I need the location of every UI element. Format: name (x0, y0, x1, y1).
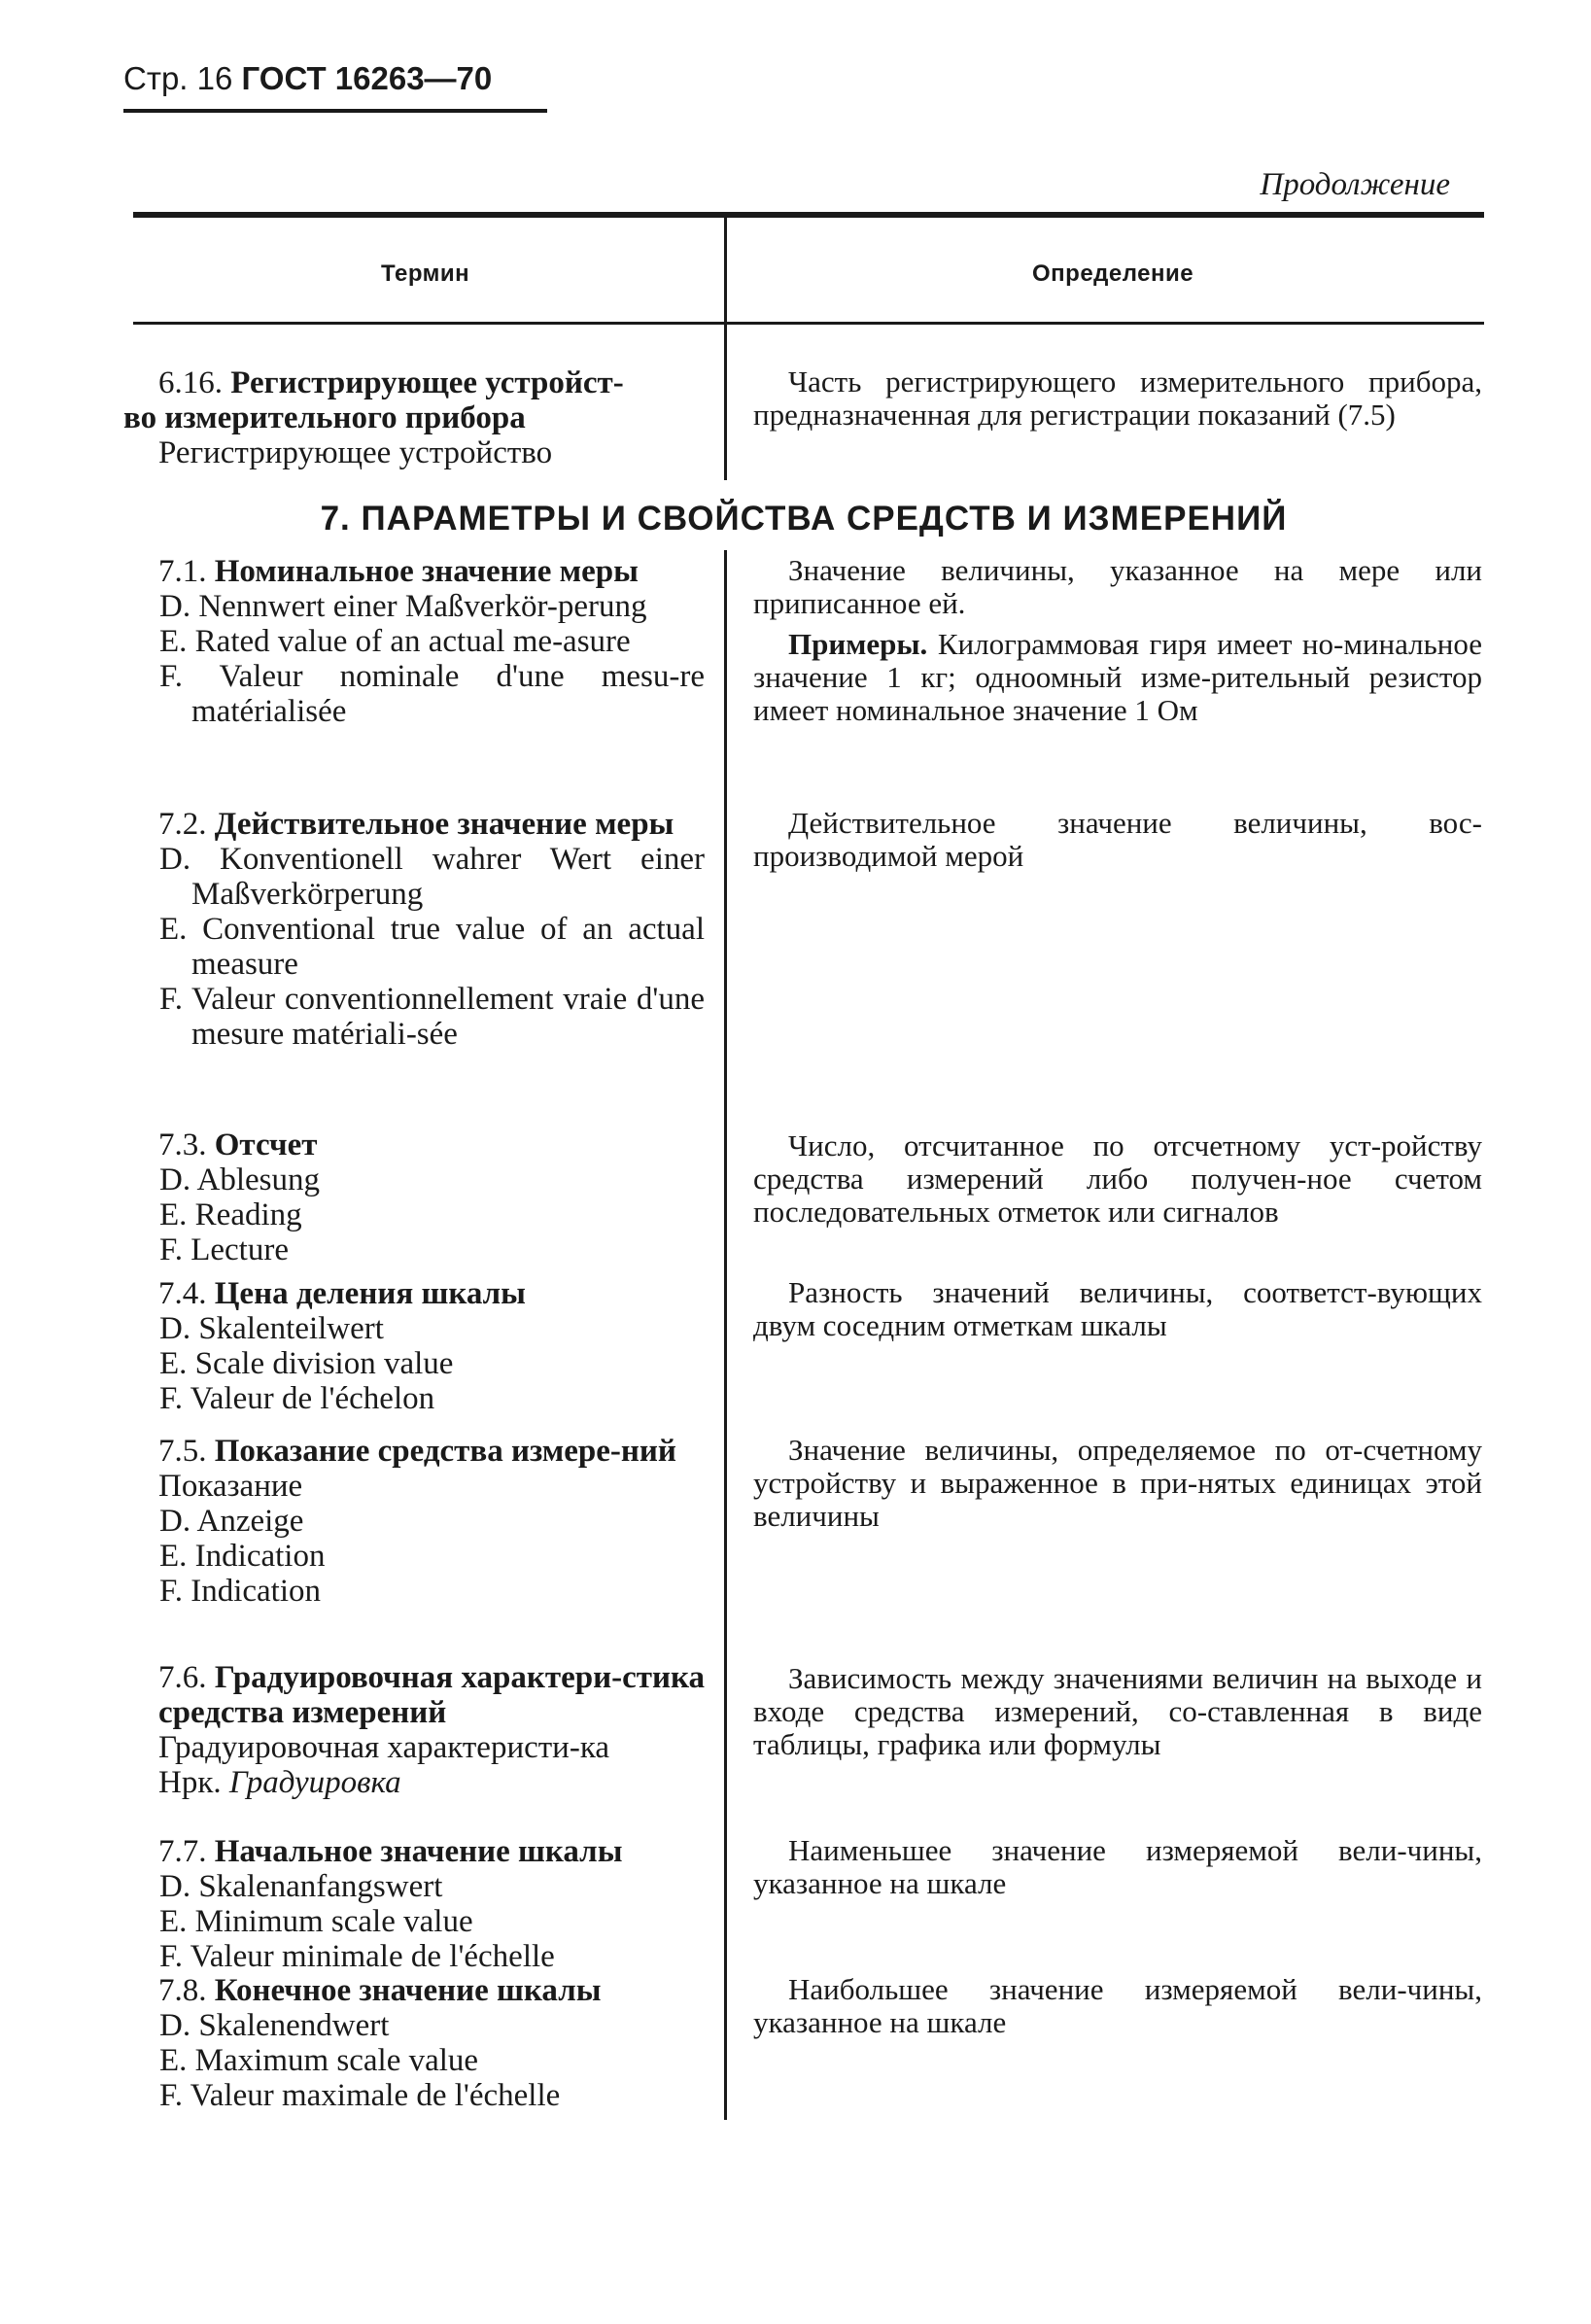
entry-number: 7.5. (158, 1434, 207, 1469)
page-number: Стр. 16 (123, 60, 233, 96)
entry-7-1-term (123, 554, 705, 729)
equivalent-en: E. Reading (159, 1197, 302, 1232)
column-divider-main (724, 550, 727, 2120)
term-name: Номинальное значение меры (214, 554, 639, 589)
definition-text: Число, отсчитанное по отсчетному уст-ройству средства измерений либо получен-ное счетом последовательных отметок или сигналов (753, 1128, 1482, 1229)
term-name: Градуировочная характери-стика средства измерений (158, 1660, 705, 1730)
equivalent-fr: F. Valeur conventionnellement vraie d'une mesure matériali-sée (159, 982, 705, 1052)
term-name: Цена деления шкалы (214, 1276, 526, 1311)
section-title: 7. ПАРАМЕТРЫ И СВОЙСТВА СРЕДСТВ И ИЗМЕРЕНИЙ (320, 500, 1288, 538)
equivalent-en: E. Scale division value (159, 1346, 454, 1381)
equivalent-en: E. Conventional true value of an actual measure (159, 912, 705, 982)
header-rule (123, 109, 547, 113)
entry-7-2-definition (753, 807, 1482, 873)
equivalent-fr: F. Lecture (159, 1232, 289, 1267)
column-divider-top (724, 218, 727, 480)
definition-text: Значение величины, указанное на мере или приписанное ей. (753, 553, 1482, 620)
equivalent-de: D. Skalenendwert (159, 2008, 390, 2043)
entry-7-8-definition (753, 1973, 1482, 2039)
continued-label: Продолжение (1260, 167, 1450, 202)
column-header-term: Термин (381, 260, 470, 287)
definition-text: Наибольшее значение измеряемой вели-чины, указанное на шкале (753, 1972, 1482, 2039)
equivalent-de: D. Ablesung (159, 1162, 320, 1197)
entry-7-6-term (123, 1660, 705, 1800)
definition-text: Часть регистрирующего измерительного прибора, предназначенная для регистрации показаний (7.5) (753, 364, 1482, 432)
entry-number: 7.7. (158, 1834, 207, 1869)
example-text: Килограммовая гиря имеет но-минальное значение 1 кг; одноомный изме-рительный резистор имеет номинальное значение 1 Ом (753, 627, 1483, 727)
short-term: Градуировочная характеристи-ка (158, 1730, 610, 1765)
entry-number: 7.2. (158, 807, 207, 842)
nrk-term: Градуировка (228, 1765, 401, 1800)
entry-7-1-definition (753, 554, 1482, 727)
equivalent-de: D. Konventionell wahrer Wert einer Maßverkörperung (159, 842, 705, 912)
entry-number: 7.6. (158, 1660, 207, 1695)
equivalent-en: E. Indication (159, 1539, 326, 1574)
equivalent-fr: F. Valeur nominale d'une mesu-re matérialisée (159, 659, 705, 729)
table-header-rule (133, 322, 1484, 325)
equivalent-fr: F. Indication (159, 1574, 321, 1609)
equivalent-en: E. Rated value of an actual me-asure (159, 624, 631, 659)
equivalent-de: D. Skalenanfangswert (159, 1869, 443, 1904)
entry-7-8-term (123, 1973, 705, 2113)
entry-number: 7.8. (158, 1973, 207, 2008)
term-name: Конечное значение шкалы (214, 1973, 602, 2008)
entry-7-3-term (123, 1127, 705, 1267)
term-name: Действительное значение меры (214, 807, 674, 842)
definition-text: Наименьшее значение измеряемой вели-чины, указанное на шкале (753, 1833, 1482, 1900)
term-line: во измерительного прибора (123, 400, 526, 435)
entry-7-5-term (123, 1434, 705, 1609)
definition-text: Значение величины, определяемое по от-счетному устройству и выраженное в при-нятых единицах этой величины (753, 1433, 1482, 1533)
entry-7-6-definition (753, 1662, 1482, 1761)
term-line (123, 365, 705, 400)
equivalent-de: D. Skalenteilwert (159, 1311, 384, 1346)
entry-6-16-definition (753, 365, 1482, 432)
equivalent-fr: F. Valeur maximale de l'échelle (159, 2078, 561, 2113)
equivalent-en: E. Maximum scale value (159, 2043, 479, 2078)
entry-6-16-term (123, 365, 705, 470)
standard-code: ГОСТ 16263—70 (241, 60, 493, 96)
entry-7-4-definition (753, 1276, 1482, 1342)
entry-number: 7.1. (158, 554, 207, 589)
entry-7-5-definition (753, 1434, 1482, 1533)
column-header-definition: Определение (1032, 260, 1194, 287)
entry-7-7-definition (753, 1834, 1482, 1900)
entry-number: 6.16. (158, 365, 223, 400)
definition-text: Разность значений величины, соответст-вующих двум соседним отметкам шкалы (753, 1275, 1482, 1342)
entry-7-3-definition (753, 1129, 1482, 1229)
page-header (123, 60, 492, 97)
definition-text: Зависимость между значениями величин на выходе и входе средства измерений, со-ставленная в виде таблицы, графика или формулы (753, 1661, 1482, 1761)
term-name: Показание средства измере-ний (214, 1434, 676, 1469)
term-name: Регистрирующее устройст- (230, 365, 624, 400)
equivalent-de: D. Nennwert einer Maßverkör-perung (159, 589, 647, 624)
entry-7-4-term (123, 1276, 705, 1416)
equivalent-fr: F. Valeur de l'échelon (159, 1381, 435, 1416)
entry-7-2-term (123, 807, 705, 1052)
short-term: Регистрирующее устройство (158, 435, 553, 470)
short-term: Показание (158, 1469, 303, 1504)
entry-7-7-term (123, 1834, 705, 1974)
entry-number: 7.3. (158, 1127, 207, 1162)
table-top-rule (133, 212, 1484, 218)
term-name: Начальное значение шкалы (214, 1834, 623, 1869)
definition-text: Действительное значение величины, вос-производимой мерой (753, 806, 1482, 873)
equivalent-fr: F. Valeur minimale de l'échelle (159, 1939, 555, 1974)
equivalent-de: D. Anzeige (159, 1504, 304, 1539)
equivalent-en: E. Minimum scale value (159, 1904, 473, 1939)
entry-number: 7.4. (158, 1276, 207, 1311)
term-name: Отсчет (214, 1127, 318, 1162)
example-label: Примеры. (788, 627, 928, 661)
nrk-label: Нрк. (158, 1765, 222, 1800)
